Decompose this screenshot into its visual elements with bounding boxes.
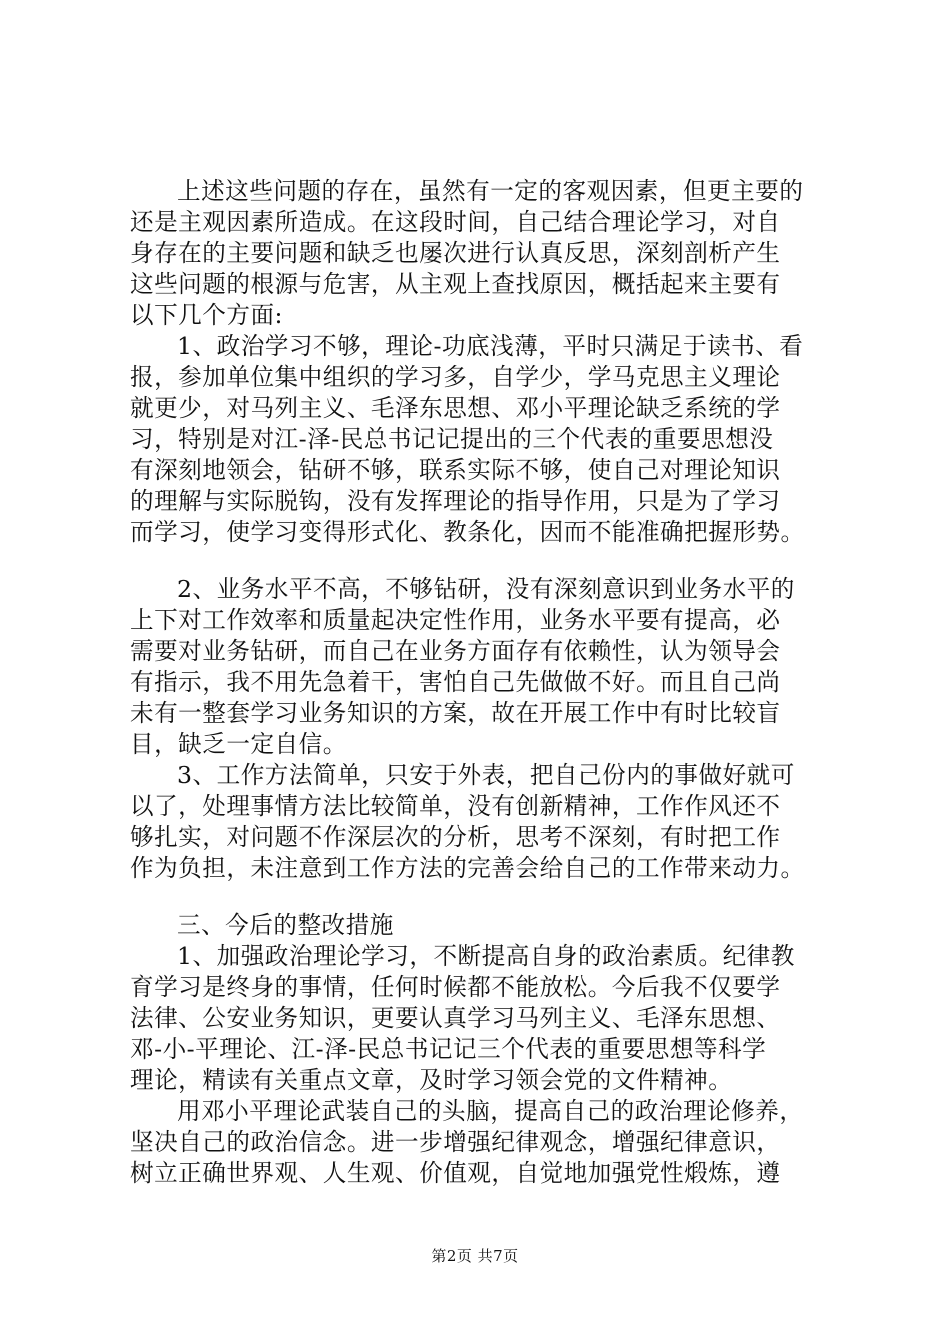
page-number-footer: 第2页 共7页 — [431, 1247, 519, 1265]
paragraph-1-line-1: 上述这些问题的存在，虽然有一定的客观因素，但更主要的 — [177, 177, 804, 205]
paragraph-3-line-1: 2、业务水平不高，不够钻研，没有深刻意识到业务水平的 — [177, 575, 795, 603]
paragraph-3-line-4: 有指示，我不用先急着干，害怕自己先做做不好。而且自己尚 — [130, 668, 781, 696]
paragraph-2-line-1: 1、政治学习不够，理论-功底浅薄，平时只满足于读书、看 — [177, 332, 804, 360]
paragraph-6-line-3: 树立正确世界观、人生观、价值观，自觉地加强党性煅炼，遵 — [130, 1159, 781, 1187]
paragraph-2-line-6: 的理解与实际脱钩，没有发挥理论的指导作用，只是为了学习 — [130, 487, 781, 515]
paragraph-1-line-2: 还是主观因素所造成。在这段时间，自己结合理论学习，对自 — [130, 208, 781, 236]
paragraph-5-line-1: 1、加强政治理论学习，不断提高自身的政治素质。纪律教 — [177, 942, 795, 970]
paragraph-4-line-2: 以了，处理事情方法比较简单，没有创新精神，工作作风还不 — [130, 792, 781, 820]
paragraph-1-line-5: 以下几个方面: — [130, 301, 284, 329]
paragraph-6-line-2: 坚决自己的政治信念。进一步增强纪律观念，增强纪律意识， — [130, 1128, 781, 1156]
paragraph-1-line-3: 身存在的主要问题和缺乏也屡次进行认真反思，深刻剖析产生 — [130, 239, 781, 267]
paragraph-3-line-3: 需要对业务钻研，而自己在业务方面存有依赖性，认为领导会 — [130, 637, 781, 665]
paragraph-4-line-3: 够扎实，对问题不作深层次的分析，思考不深刻，有时把工作 — [130, 823, 781, 851]
paragraph-1-line-4: 这些问题的根源与危害，从主观上查找原因，概括起来主要有 — [130, 270, 781, 298]
paragraph-3-line-2: 上下对工作效率和质量起决定性作用，业务水平要有提高，必 — [130, 606, 781, 634]
paragraph-4-line-4: 作为负担，未注意到工作方法的完善会给自己的工作带来动力。 — [130, 854, 805, 882]
paragraph-2-line-7: 而学习，使学习变得形式化、教条化，因而不能准确把握形势。 — [130, 518, 805, 546]
section-heading: 三、今后的整改措施 — [177, 911, 394, 939]
paragraph-5-line-5: 理论，精读有关重点文章，及时学习领会党的文件精神。 — [130, 1066, 733, 1094]
paragraph-4-line-1: 3、工作方法简单，只安于外表，把自己份内的事做好就可 — [177, 761, 795, 789]
paragraph-5-line-3: 法律、公安业务知识，更要认真学习马列主义、毛泽东思想、 — [130, 1004, 781, 1032]
paragraph-3-line-5: 未有一整套学习业务知识的方案，故在开展工作中有时比较盲 — [130, 699, 781, 727]
paragraph-2-line-4: 习，特别是对江-泽-民总书记记提出的三个代表的重要思想没 — [130, 425, 774, 453]
paragraph-5-line-2: 育学习是终身的事情，任何时候都不能放松。今后我不仅要学 — [130, 973, 781, 1001]
paragraph-5-line-4: 邓-小-平理论、江-泽-民总书记记三个代表的重要思想等科学 — [130, 1035, 767, 1063]
paragraph-2-line-5: 有深刻地领会，钻研不够，联系实际不够，使自己对理论知识 — [130, 456, 781, 484]
paragraph-2-line-2: 报，参加单位集中组织的学习多，自学少，学马克思主义理论 — [130, 363, 781, 391]
paragraph-2-line-3: 就更少，对马列主义、毛泽东思想、邓小平理论缺乏系统的学 — [130, 394, 781, 422]
paragraph-3-line-6: 目，缺乏一定自信。 — [130, 730, 347, 758]
paragraph-6-line-1: 用邓小平理论武装自己的头脑，提高自己的政治理论修养， — [177, 1097, 804, 1125]
